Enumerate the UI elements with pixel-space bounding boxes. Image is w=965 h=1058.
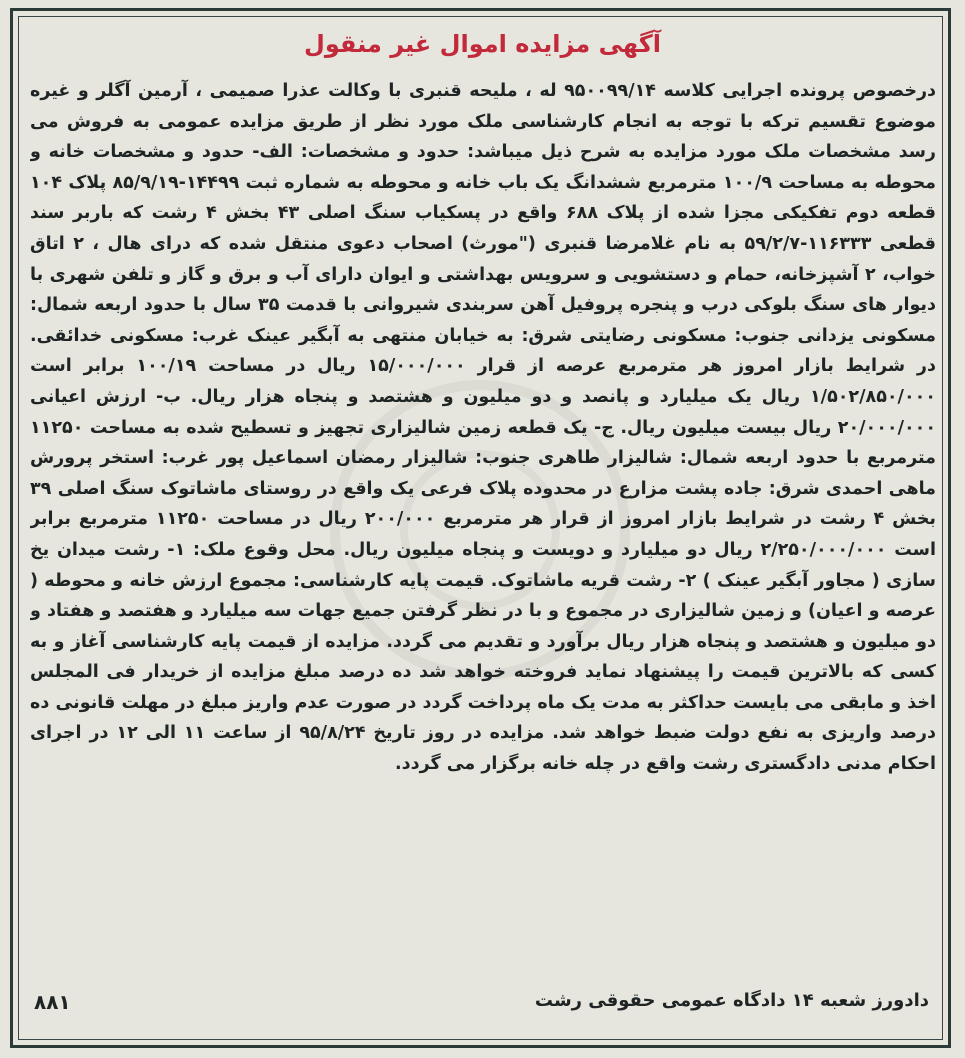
ad-number: ۸۸۱ — [34, 990, 71, 1014]
notice-title: آگهی مزایده اموال غیر منقول — [304, 30, 661, 58]
notice-signature: دادورز شعبه ۱۴ دادگاه عمومی حقوقی رشت — [534, 990, 929, 1011]
notice-body: درخصوص پرونده اجرایی کلاسه ۹۵۰۰۹۹/۱۴ له ، ملیحه قنبری با وکالت عذرا صمیمی ، آرمین آگلر و غیره موضوع تقسیم ترکه با توجه به انجام کارشناسی ملک مورد نظر از طریق مزایده عمومی به فروش می رسد مشخصات ملک مورد مزایده به شرح ذیل میباشد: حدود و مشخصات: الف- حدود و مشخصات خانه و محوطه به مساحت ۱۰۰/۹ مترمربع ششدانگ یک باب خانه و محوطه به شماره ثبت ۱۴۴۹۹-۸۵/۹/۱۹ پلاک ۱۰۴ قطعه دوم تفکیکی مجزا شده از پلاک ۶۸۸ واقع در پسکیاب سنگ اصلی ۴۳ بخش ۴ رشت که باربر سند قطعی ۱۱۶۳۳۳-۵۹/۲/۷ به نام غلامرضا قنبری ("مورث) اصحاب دعوی منتقل شده که درای هال ، ۲ اتاق خواب، ۲ آشپزخانه، حمام و دستشویی و سرویس بهداشتی و ایوان دارای آب و برق و گاز و تلفن شهری با دیوار های سنگ بلوکی درب و پنجره پروفیل آهن سربندی شیروانی با قدمت ۳۵ سال با حدود اربعه شمال: مسکونی یزدانی جنوب: مسکونی رضایتی شرق: به خیابان منتهی به آبگیر عینک غرب: مسکونی خدائقی. در شرایط بازار امروز هر مترمربع عرصه از قرار ۱۵/۰۰۰/۰۰۰ ریال در مساحت ۱۰۰/۱۹ برابر است ۱/۵۰۲/۸۵۰/۰۰۰ ریال یک میلیارد و پانصد و دو میلیون و هشتصد و پنجاه هزار ریال. ب- ارزش اعیانی ۲۰/۰۰۰/۰۰۰ ریال بیست میلیون ریال. ج- یک قطعه زمین شالیزاری تجهیز و تسطیح شده به مساحت ۱۱۲۵۰ مترمربع با حدود اربعه شمال: شالیزار طاهری جنوب: شالیزار رمضان اسماعیل پور غرب: استخر پرورش ماهی احمدی شرق: جاده پشت مزارع در محدوده پلاک فرعی یک واقع در روستای ماشاتوک سنگ اصلی ۳۹ بخش ۴ رشت در شرایط بازار امروز از قرار هر مترمربع ۲۰۰/۰۰۰ ریال در مساحت ۱۱۲۵۰ مترمربع برابر است ۲/۲۵۰/۰۰۰/۰۰۰ ریال دو میلیارد و دویست و پنجاه میلیون ریال. محل وقوع ملک: ۱- رشت میدان یخ سازی ( مجاور آبگیر عینک ) ۲- رشت قریه ماشاتوک. قیمت پایه کارشناسی: مجموع ارزش خانه و محوطه ( عرصه و اعیان) و زمین شالیزاری در مجموع و با در نظر گرفتن جمیع جهات سه میلیارد و هفتصد و هفتاد و دو میلیون و هشتصد و پنجاه هزار ریال برآورد و تقدیم می گردد. مزایده از قیمت پایه کارشناسی آغاز و به کسی که بالاترین قیمت را پیشنهاد نماید فروخته خواهد شد ده درصد مبلغ مزایده از خریدار فی المجلس اخذ و مابقی می بایست حداکثر به مدت یک ماه پرداخت گردد در صورت عدم واریز مبلغ در مهلت قانونی ده درصد واریزی به نفع دولت ضبط خواهد شد. مزایده در روز تاریخ ۹۵/۸/۲۴ از ساعت ۱۱ الی ۱۲ در اجرای احکام مدنی دادگستری رشت واقع در چله خانه برگزار می گردد. — [30, 81, 936, 775]
